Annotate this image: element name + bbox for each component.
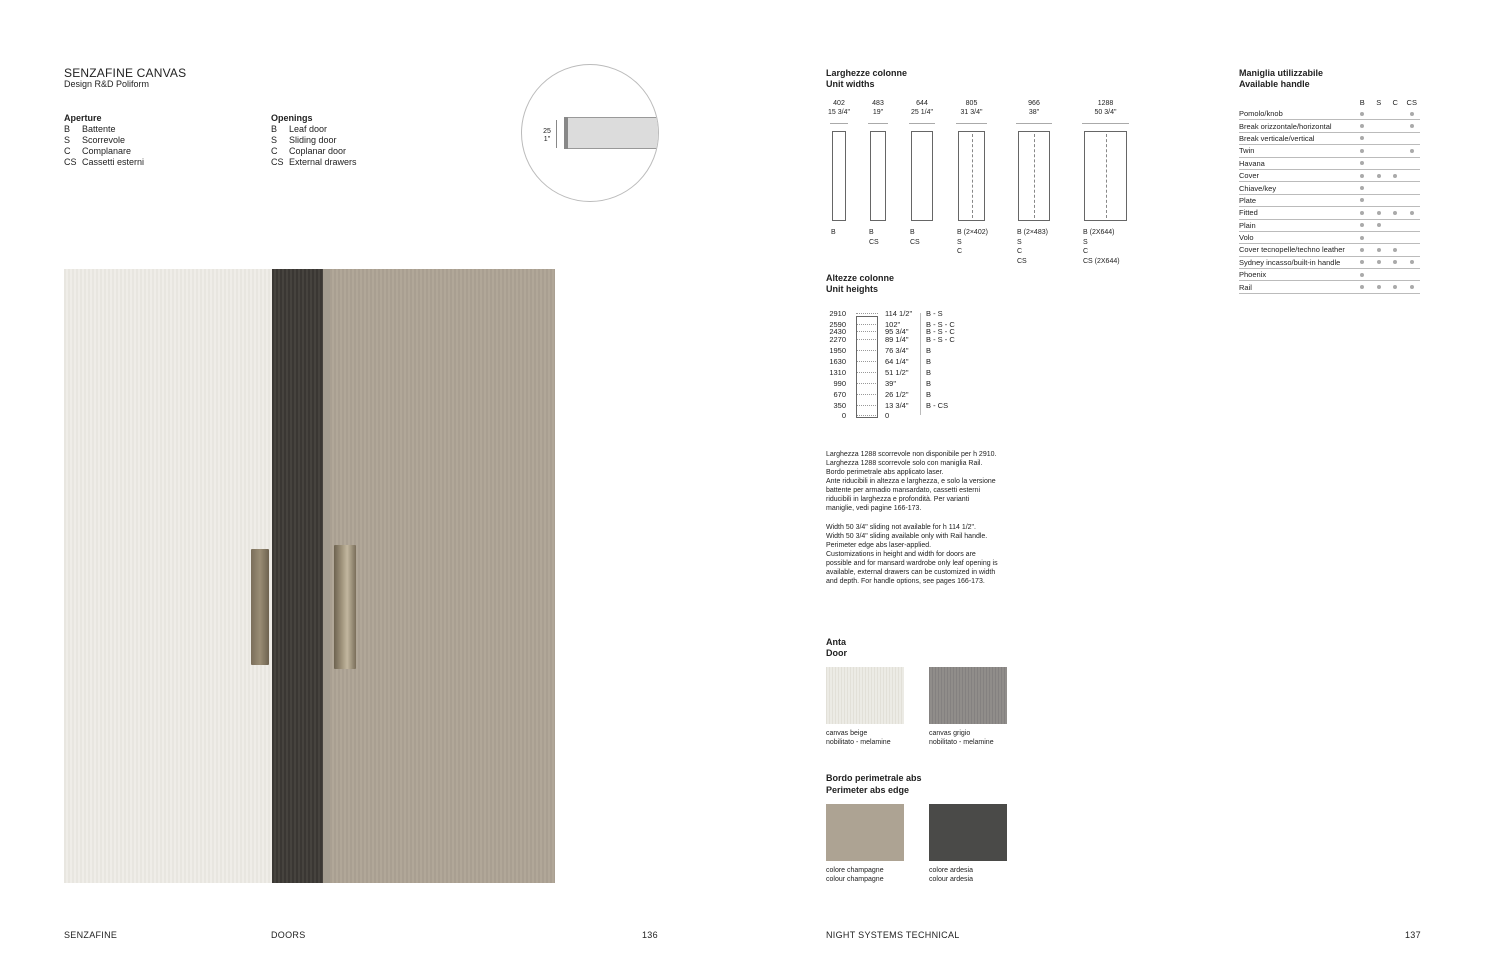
availability-cell xyxy=(1404,211,1421,215)
availability-dot-icon xyxy=(1393,285,1397,289)
height-ops: B - S xyxy=(926,309,943,318)
swatch-label: canvas grigio nobilitato - melamine xyxy=(929,730,994,746)
height-ops: B xyxy=(926,357,932,366)
table-row xyxy=(1239,170,1420,182)
handle-name: Plate xyxy=(1239,195,1257,205)
opening-code: CS xyxy=(910,238,920,246)
dimension-line xyxy=(1016,123,1052,124)
note-line: riducibili in larghezza e profondità. Per varianti xyxy=(826,496,970,503)
thickness-mm: 25 xyxy=(543,128,551,135)
dimension-line xyxy=(868,123,888,124)
handle-name: Rail xyxy=(1239,282,1252,292)
table-row xyxy=(1239,244,1420,256)
height-mm: 1310 xyxy=(829,368,846,377)
table-row xyxy=(1239,281,1420,293)
availability-cell xyxy=(1354,211,1371,215)
availability-dot-icon xyxy=(1377,174,1381,178)
aperture-heading: Aperture xyxy=(64,113,102,123)
table-row xyxy=(1239,158,1420,170)
availability-dot-icon xyxy=(1360,186,1364,190)
swatch-canvas-beige xyxy=(826,667,904,724)
availability-dot-icon xyxy=(1360,124,1364,128)
list-item: B Leaf door xyxy=(271,124,328,134)
edge-heading-it: Bordo perimetrale abs xyxy=(826,773,922,783)
width-mm: 966 xyxy=(1028,100,1040,107)
door-panel-dark xyxy=(272,269,323,883)
availability-cell xyxy=(1354,136,1371,140)
list-item: S Scorrevole xyxy=(64,135,126,145)
availability-dot-icon xyxy=(1360,248,1364,252)
handle-name: Cover tecnopelle/techno leather xyxy=(1239,245,1345,255)
height-mm: 2590 xyxy=(829,320,846,329)
availability-dot-icon xyxy=(1360,174,1364,178)
opening-code: C xyxy=(1017,248,1023,255)
opening-code: B (2×402) xyxy=(957,229,988,236)
availability-dot-icon xyxy=(1360,273,1364,277)
dimension-line xyxy=(956,123,987,124)
availability-cell xyxy=(1404,260,1421,264)
openings-heading: Openings xyxy=(271,113,313,123)
height-in: 102" xyxy=(885,320,901,329)
table-row xyxy=(1239,269,1420,281)
swatch-label: colore champagne colour champagne xyxy=(826,867,884,883)
product-title: SENZAFINE CANVAS xyxy=(64,66,187,80)
height-in: 76 3/4" xyxy=(885,346,909,355)
handle-name: Havana xyxy=(1239,158,1265,168)
availability-dot-icon xyxy=(1360,161,1364,165)
unit-outline xyxy=(1084,131,1127,221)
width-in: 50 3/4" xyxy=(1094,109,1117,116)
opening-code: C xyxy=(1083,248,1089,255)
opening-code: CS xyxy=(869,238,879,246)
height-ops: B xyxy=(926,390,932,399)
availability-dot-icon xyxy=(1360,223,1364,227)
availability-cell xyxy=(1371,285,1388,289)
column-header: C xyxy=(1392,98,1398,107)
availability-cell xyxy=(1387,211,1404,215)
handle-name: Plain xyxy=(1239,220,1256,230)
availability-cell xyxy=(1404,149,1421,153)
door-handle xyxy=(334,545,356,669)
door-heading-en: Door xyxy=(826,648,847,658)
availability-dot-icon xyxy=(1377,211,1381,215)
handle-name: Chiave/key xyxy=(1239,183,1277,193)
width-mm: 483 xyxy=(872,100,884,107)
availability-cell xyxy=(1354,198,1371,202)
opening-code: S xyxy=(957,238,962,246)
handle-name: Volo xyxy=(1239,233,1254,243)
availability-cell xyxy=(1354,236,1371,240)
table-row xyxy=(1239,207,1420,219)
dimension-line xyxy=(909,123,935,124)
table-row xyxy=(1239,232,1420,244)
designer-credit: Design R&D Poliform xyxy=(64,79,150,89)
swatch-label: colore ardesia colour ardesia xyxy=(929,867,973,883)
unit-outline xyxy=(911,131,933,221)
dimension-line xyxy=(830,123,848,124)
note-line: Width 50 3/4" sliding not available for h 114 1/2". xyxy=(826,524,976,531)
height-in: 114 1/2" xyxy=(885,309,913,318)
notes-en xyxy=(826,523,1026,586)
height-mm: 2430 xyxy=(829,327,846,336)
footer-brand: SENZAFINE xyxy=(64,930,118,940)
table-row xyxy=(1239,257,1420,269)
availability-cell xyxy=(1354,248,1371,252)
footer-section-right: NIGHT SYSTEMS TECHNICAL xyxy=(826,930,960,940)
availability-cell xyxy=(1387,260,1404,264)
widths-heading-it: Larghezze colonne xyxy=(826,68,908,78)
width-mm: 402 xyxy=(833,100,845,107)
availability-dot-icon xyxy=(1377,285,1381,289)
height-ops: B - S - C xyxy=(926,335,955,344)
height-mm: 350 xyxy=(833,401,846,410)
dimension-line xyxy=(556,120,557,148)
handle-name: Break orizzontale/horizontal xyxy=(1239,121,1332,131)
table-row xyxy=(1239,145,1420,157)
width-in: 38" xyxy=(1028,109,1040,116)
availability-dot-icon xyxy=(1410,149,1414,153)
height-mm: 1950 xyxy=(829,346,846,355)
list-item: CS External drawers xyxy=(271,157,357,167)
page-number-left: 136 xyxy=(642,930,658,940)
note-line: Larghezza 1288 scorrevole non disponibile per h 2910. xyxy=(826,451,997,458)
width-in: 19" xyxy=(872,109,884,116)
opening-code: CS (2X644) xyxy=(1083,257,1120,265)
handle-name: Break verticale/vertical xyxy=(1239,133,1315,143)
height-ops: B xyxy=(926,368,932,377)
availability-dot-icon xyxy=(1393,248,1397,252)
note-line: Larghezza 1288 scorrevole solo con maniglia Rail. xyxy=(826,460,983,467)
handle-name: Twin xyxy=(1239,146,1255,156)
handles-table xyxy=(1239,98,1420,294)
edge-detail-circle xyxy=(521,64,659,202)
panel-section xyxy=(564,117,659,149)
height-in: 95 3/4" xyxy=(885,327,909,336)
opening-code: CS xyxy=(1017,257,1027,265)
height-mm: 1630 xyxy=(829,357,846,366)
table-row xyxy=(1239,133,1420,145)
availability-cell xyxy=(1371,260,1388,264)
handle-name: Cover xyxy=(1239,171,1260,181)
openings-list xyxy=(271,113,357,168)
height-tick xyxy=(856,313,878,314)
height-ops: B xyxy=(926,346,932,355)
width-mm: 1288 xyxy=(1097,100,1114,107)
height-ops: B xyxy=(926,379,932,388)
availability-cell xyxy=(1371,248,1388,252)
availability-dot-icon xyxy=(1360,149,1364,153)
height-ops: B - S - C xyxy=(926,320,955,329)
list-item: C Coplanar door xyxy=(271,146,347,156)
dimension-line xyxy=(920,313,921,415)
availability-dot-icon xyxy=(1360,136,1364,140)
availability-cell xyxy=(1404,112,1421,116)
notes-it xyxy=(826,450,1026,513)
note-line: Width 50 3/4" sliding available only with Rail handle. xyxy=(826,533,988,540)
availability-cell xyxy=(1371,211,1388,215)
availability-cell xyxy=(1354,149,1371,153)
height-mm: 0 xyxy=(841,411,846,420)
height-mm: 2910 xyxy=(829,309,846,318)
note-line: and depth. For handle options, see pages 166-173. xyxy=(826,578,985,585)
availability-dot-icon xyxy=(1393,174,1397,178)
opening-code: B xyxy=(869,229,874,236)
availability-cell xyxy=(1404,124,1421,128)
opening-code: C xyxy=(957,248,963,255)
width-in: 25 1/4" xyxy=(911,109,933,116)
availability-dot-icon xyxy=(1377,260,1381,264)
availability-cell xyxy=(1354,112,1371,116)
note-line: available, external drawers can be customized in width xyxy=(826,569,996,576)
list-item: C Complanare xyxy=(64,146,132,156)
height-mm: 670 xyxy=(833,390,846,399)
availability-dot-icon xyxy=(1360,260,1364,264)
opening-code: S xyxy=(1083,238,1088,246)
availability-cell xyxy=(1354,273,1371,277)
availability-cell xyxy=(1354,186,1371,190)
dimension-line xyxy=(1082,123,1129,124)
column-header: S xyxy=(1376,98,1382,107)
opening-code: S xyxy=(1017,238,1022,246)
heights-heading-en: Unit heights xyxy=(826,284,878,294)
height-in: 39" xyxy=(885,379,897,388)
height-in: 64 1/4" xyxy=(885,357,909,366)
table-row xyxy=(1239,220,1420,232)
availability-cell xyxy=(1354,174,1371,178)
note-line: Bordo perimetrale abs applicato laser. xyxy=(826,469,944,476)
availability-cell xyxy=(1354,285,1371,289)
availability-cell xyxy=(1371,174,1388,178)
availability-cell xyxy=(1387,174,1404,178)
availability-cell xyxy=(1387,248,1404,252)
note-line: battente per armadio mansardato, cassetti esterni xyxy=(826,487,981,494)
note-line: Ante riducibili in altezza e larghezza, e solo la versione xyxy=(826,478,996,485)
width-in: 15 3/4" xyxy=(828,109,850,116)
handle-name: Pomolo/knob xyxy=(1239,109,1283,119)
aperture-list xyxy=(64,113,144,168)
table-header xyxy=(1239,98,1420,108)
height-mm: 2270 xyxy=(829,335,846,344)
swatch-label: canvas beige nobilitato - melamine xyxy=(826,730,891,746)
availability-cell xyxy=(1354,260,1371,264)
thickness-in: 1" xyxy=(543,136,551,143)
opening-code: B xyxy=(910,229,915,236)
door-panel-taupe xyxy=(330,269,555,883)
availability-dot-icon xyxy=(1410,124,1414,128)
unit-outline xyxy=(1018,131,1050,221)
table-row xyxy=(1239,108,1420,120)
availability-dot-icon xyxy=(1360,285,1364,289)
availability-cell xyxy=(1354,124,1371,128)
page-number-right: 137 xyxy=(1405,930,1421,940)
widths-heading-en: Unit widths xyxy=(826,79,875,89)
note-line: possible and for mansard wardrobe only leaf opening is xyxy=(826,560,998,567)
height-ops: B - S - C xyxy=(926,327,955,336)
door-edge xyxy=(323,269,330,883)
availability-cell xyxy=(1404,285,1421,289)
swatch-champagne xyxy=(826,804,904,861)
door-heading-it: Anta xyxy=(826,637,846,647)
availability-cell xyxy=(1387,285,1404,289)
availability-dot-icon xyxy=(1360,211,1364,215)
opening-code: B (2×483) xyxy=(1017,229,1048,236)
availability-dot-icon xyxy=(1410,211,1414,215)
height-in: 26 1/2" xyxy=(885,390,909,399)
availability-dot-icon xyxy=(1393,260,1397,264)
availability-cell xyxy=(1354,223,1371,227)
note-line: Perimeter edge abs laser-applied. xyxy=(826,542,932,549)
swatch-canvas-grigio xyxy=(929,667,1007,724)
unit-outline xyxy=(870,131,886,221)
availability-dot-icon xyxy=(1360,112,1364,116)
list-item: CS Cassetti esterni xyxy=(64,157,145,167)
handle-name: Phoenix xyxy=(1239,270,1267,280)
handle-name: Fitted xyxy=(1239,208,1258,218)
availability-dot-icon xyxy=(1410,285,1414,289)
table-row xyxy=(1239,182,1420,194)
availability-dot-icon xyxy=(1393,211,1397,215)
height-in: 0 xyxy=(885,411,890,420)
door-panel-beige xyxy=(64,269,272,883)
availability-dot-icon xyxy=(1360,236,1364,240)
swatch-ardesia xyxy=(929,804,1007,861)
edge-heading-en: Perimeter abs edge xyxy=(826,785,910,795)
unit-outline xyxy=(832,131,846,221)
note-line: Customizations in height and width for doors are xyxy=(826,551,976,558)
unit-outline xyxy=(958,131,985,221)
handles-heading-en: Available handle xyxy=(1239,79,1310,89)
availability-dot-icon xyxy=(1410,112,1414,116)
column-header: B xyxy=(1359,98,1365,107)
availability-dot-icon xyxy=(1360,198,1364,202)
product-photo xyxy=(64,269,555,883)
unit-outline xyxy=(856,316,878,418)
availability-dot-icon xyxy=(1410,260,1414,264)
list-item: S Sliding door xyxy=(271,135,337,145)
availability-cell xyxy=(1371,223,1388,227)
handles-heading-it: Maniglia utilizzabile xyxy=(1239,68,1324,78)
handle-name: Sydney incasso/built-in handle xyxy=(1239,257,1341,267)
availability-dot-icon xyxy=(1377,248,1381,252)
opening-code: B (2X644) xyxy=(1083,229,1115,236)
height-in: 13 3/4" xyxy=(885,401,909,410)
footer-section: DOORS xyxy=(271,930,306,940)
column-header: CS xyxy=(1406,98,1417,107)
width-in: 31 3/4" xyxy=(960,109,983,116)
note-line: maniglie, vedi pagine 166-173. xyxy=(826,505,922,512)
table-row xyxy=(1239,195,1420,207)
opening-code: B xyxy=(831,229,836,236)
door-handle xyxy=(251,549,269,665)
panel-edge xyxy=(564,117,568,149)
heights-heading-it: Altezze colonne xyxy=(826,273,895,283)
height-ops: B - CS xyxy=(926,401,949,410)
list-item: B Battente xyxy=(64,124,116,134)
height-in: 51 1/2" xyxy=(885,368,909,377)
availability-cell xyxy=(1354,161,1371,165)
width-mm: 644 xyxy=(916,100,928,107)
height-mm: 990 xyxy=(833,379,846,388)
availability-dot-icon xyxy=(1377,223,1381,227)
table-row xyxy=(1239,120,1420,132)
height-in: 89 1/4" xyxy=(885,335,909,344)
width-mm: 805 xyxy=(965,100,978,107)
